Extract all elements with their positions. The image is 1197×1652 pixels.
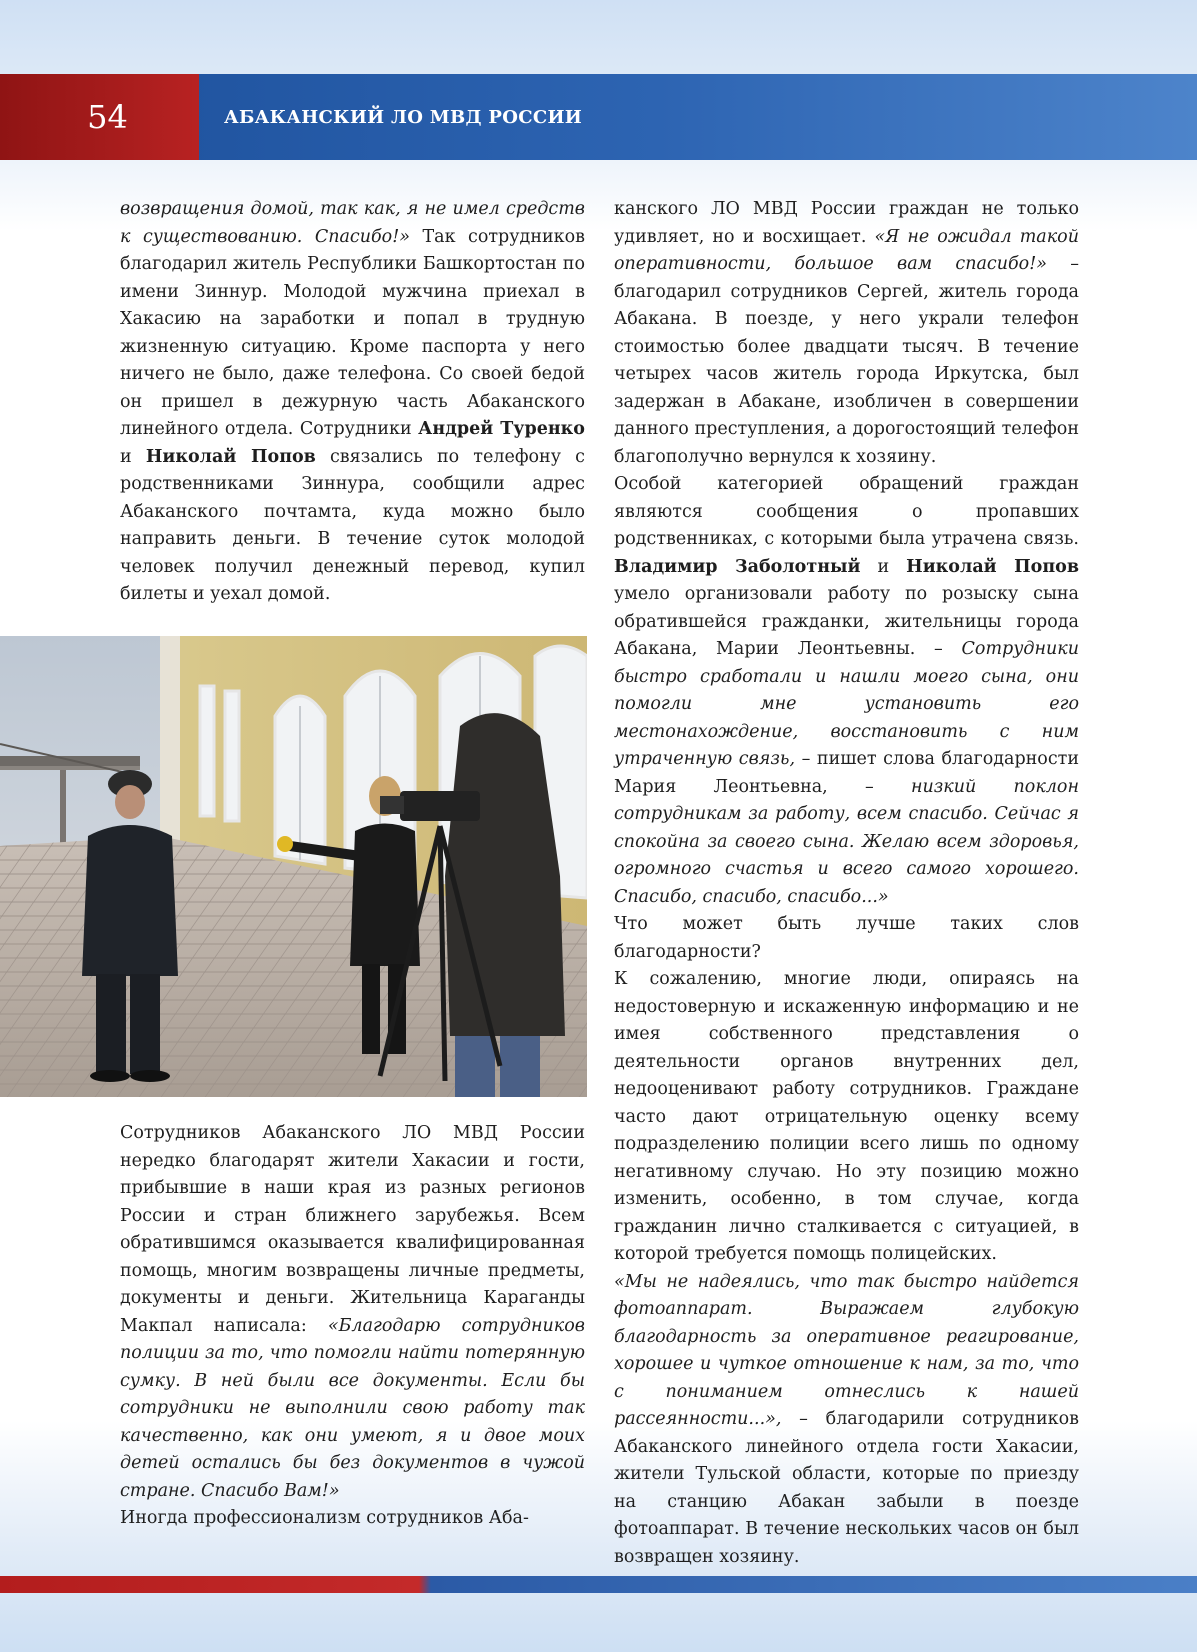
quote: возвращения домой, так как, я не имел средств к существованию. Спасибо!»: [120, 199, 585, 247]
paragraph: [120, 1505, 585, 1533]
text: Особой категорией обращений граждан являются сообщения о пропавших родственниках, с которыми была утрачена связь.: [614, 474, 1079, 549]
text: К сожалению, многие люди, опираясь на недостоверную и искаженную информацию и не имея собственного представления о деятельности органов внутренних дел, недооценивают работу сотрудников. Граждане часто дают отрицательную оценку всему подразделению полиции всего лишь по одному негативному случаю. Но эту позицию можно изменить, особенно, в том случае, когда гражданин лично сталкивается с ситуацией, в которой требуется помощь полицейских.: [614, 969, 1079, 1264]
quote: Сотрудники быстро сработали и нашли моего сына, они помогли мне установить его местонахождение, восстановить с ним утраченную связь,: [614, 639, 1079, 769]
footer-band: [0, 1576, 1197, 1593]
text: канского ЛО МВД России граждан не только удивляет, но и восхищает.: [614, 199, 1079, 247]
paragraph: [614, 196, 1079, 471]
paragraph: [614, 471, 1079, 911]
person-name: Владимир Заболотный: [614, 556, 861, 577]
paragraph: [120, 196, 585, 609]
text: Сотрудников Абаканского ЛО МВД России нередко благодарят жители Хакасии и гости, прибывшие в наши края из разных регионов России и стран ближнего зарубежья. Всем обратившимся оказывается квалифицированная помощь, многим возвращены личные предметы, документы и деньги. Жительница Караганды Макпал написала:: [120, 1123, 585, 1336]
quote: «Благодарю сотрудников полиции за то, что помогли найти потерянную сумку. В ней были все документы. Если бы сотрудники не выполнили свою работу так качественно, как они умеют, я и двое моих детей остались бы без документов в чужой стране. Спасибо Вам!»: [120, 1315, 585, 1501]
header-title: АБАКАНСКИЙ ЛО МВД РОССИИ: [224, 106, 583, 128]
text: – благодарил сотрудников Сергей, житель города Абакана. В поезде, у него украли телефон стоимостью более двадцати тысяч. В течение четырех часов житель города Иркутска, был задержан в Абакане, изобличен в совершении данного преступления, а дорогостоящий телефон благополучно вернулся к хозяину.: [614, 254, 1079, 467]
quote: «Мы не надеялись, что так быстро найдется фотоаппарат. Выражаем глубокую благодарность за оперативное реагирование, хорошее и чуткое отношение к нам, за то, что с пониманием отнеслись к нашей рассеянности...»,: [614, 1271, 1079, 1429]
text: умело организовали работу по розыску сына обратившейся гражданки, жительницы города Абакана, Марии Леонтьевны. –: [614, 584, 1079, 659]
text: и: [860, 556, 907, 577]
paragraph: [614, 911, 1079, 966]
text: Иногда профессионализм сотрудников Аба-: [120, 1508, 529, 1528]
text: и: [120, 446, 146, 467]
person-name: Андрей Туренко: [418, 419, 585, 439]
paragraph: [120, 1120, 585, 1505]
quote: низкий поклон сотрудникам за работу, всем спасибо. Сейчас я спокойна за своего сына. Желаю всем здоровья, огромного счастья и всего самого хорошего. Спасибо, спасибо, спасибо...»: [614, 776, 1079, 907]
right-column: [614, 196, 1079, 1599]
text: Что может быть лучше таких слов благодарности?: [614, 914, 1079, 962]
paragraph: [614, 1269, 1079, 1572]
text: – пишет слова благодарности Мария Леонтьевна, –: [614, 749, 1079, 797]
text: – благодарили сотрудников Абаканского линейного отдела гости Хакасии, жители Тульской области, которые по приезду на станцию Абакан забыли в поезде фотоаппарат. В течение нескольких часов он был возвращен хозяину.: [614, 1409, 1079, 1567]
left-column-bottom: [120, 1120, 585, 1533]
paragraph: [614, 966, 1079, 1269]
text: Так сотрудников благодарил житель Республики Башкортостан по имени Зиннур. Молодой мужчина приехал в Хакасию на заработки и попал в трудную жизненную ситуацию. Кроме паспорта у него ничего не было, даже телефона. Со своей бедой он пришел в дежурную часть Абаканского линейного отдела. Сотрудники: [120, 226, 585, 439]
person-name: Николай Попов: [145, 446, 316, 467]
quote: «Я не ожидал такой оперативности, большое вам спасибо!»: [614, 226, 1079, 274]
page-number: 54: [87, 98, 128, 136]
text: связались по телефону с родственниками Зиннура, сообщили адрес Абаканского почтамта, куда можно было направить деньги. В течение суток молодой человек получил денежный перевод, купил билеты и уехал домой.: [120, 446, 585, 604]
left-column-top: [120, 196, 585, 609]
person-name: Николай Попов: [906, 556, 1079, 577]
photo-tv-interview-at-station: [0, 636, 587, 1097]
